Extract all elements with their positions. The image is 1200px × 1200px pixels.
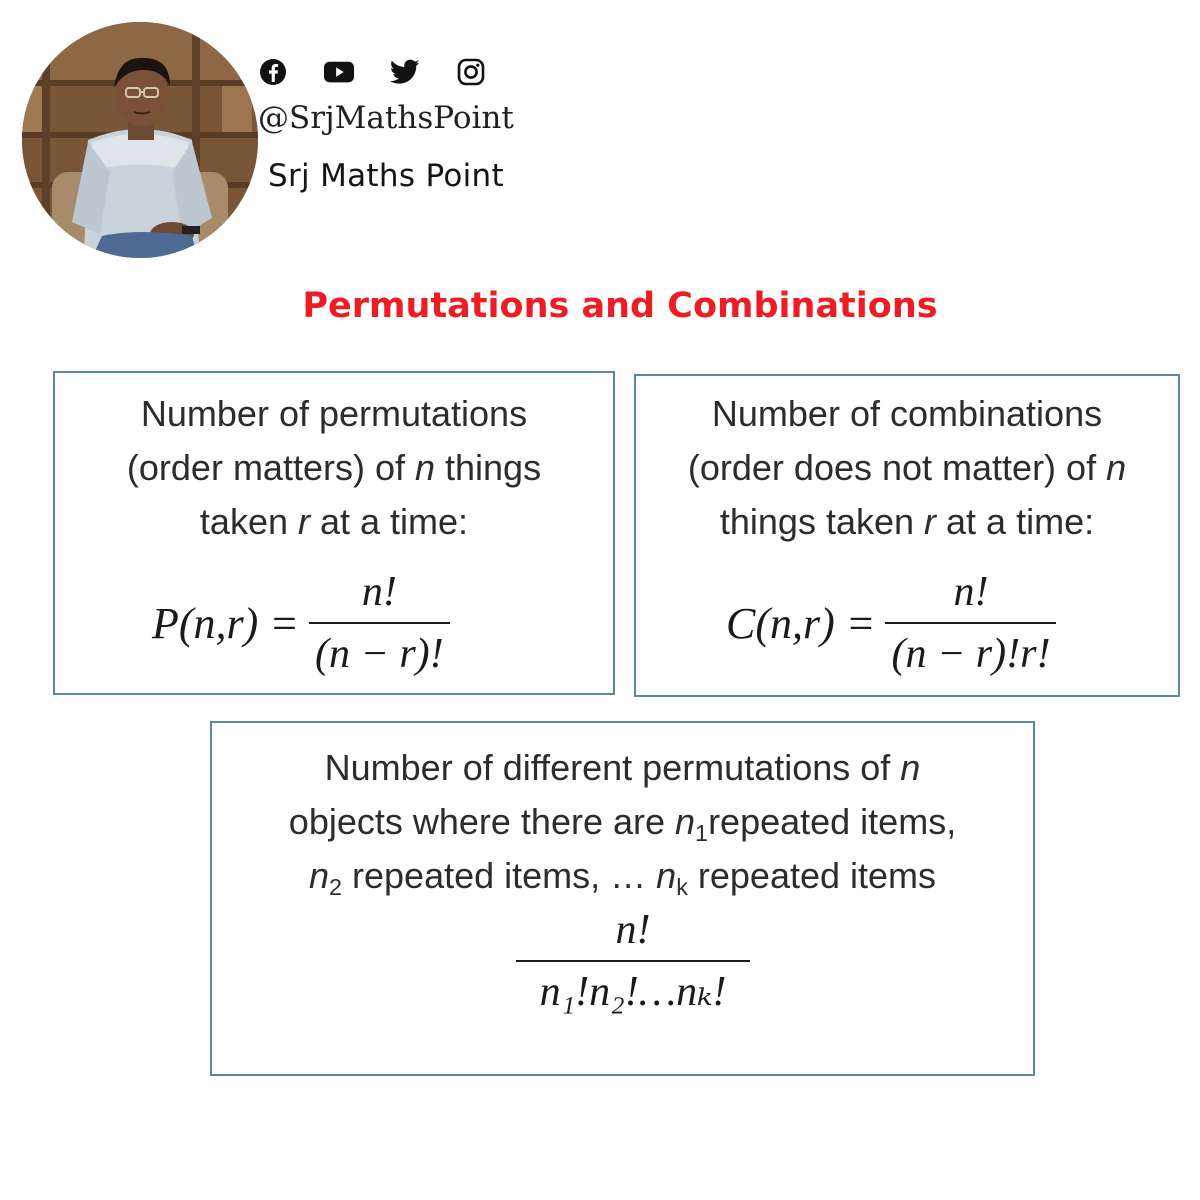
text-segment: repeated items, … bbox=[342, 855, 657, 896]
text-segment: Number of different permutations of bbox=[324, 747, 901, 788]
text-segment: at a time: bbox=[310, 501, 469, 542]
profile-photo bbox=[22, 22, 258, 258]
variable-n: n bbox=[656, 855, 677, 896]
instagram-icon[interactable] bbox=[456, 57, 486, 87]
combinations-line-2 bbox=[636, 441, 1178, 495]
permutations-line-1: Number of permutations bbox=[140, 393, 528, 434]
twitter-icon[interactable] bbox=[390, 57, 420, 87]
formula-numerator: n! bbox=[361, 569, 397, 615]
formula-denominator: n₁!n₂!…nₖ! bbox=[539, 969, 727, 1015]
variable-n: n bbox=[900, 747, 921, 788]
fraction-bar bbox=[309, 622, 450, 624]
variable-n: n bbox=[675, 801, 696, 842]
variable-n: n bbox=[308, 855, 329, 896]
formula-fraction bbox=[309, 566, 450, 680]
account-handle: @SrjMathsPoint bbox=[258, 100, 514, 136]
formula-denominator: (n − r)!r! bbox=[891, 631, 1051, 677]
page-title: Permutations and Combinations bbox=[302, 286, 938, 326]
permutation-formula bbox=[152, 566, 450, 680]
multiset-line-3 bbox=[212, 849, 1033, 903]
text-segment: repeated items bbox=[687, 855, 937, 896]
multiset-formula bbox=[516, 904, 750, 1018]
avatar bbox=[22, 22, 258, 258]
variable-n: n bbox=[414, 447, 436, 488]
youtube-icon[interactable] bbox=[324, 57, 354, 87]
formula-lhs: C(n,r) = bbox=[726, 598, 876, 648]
combinations-line-1: Number of combinations bbox=[711, 393, 1103, 434]
permutations-line-2 bbox=[55, 441, 613, 495]
formula-lhs: P(n,r) = bbox=[152, 598, 299, 648]
permutations-description bbox=[55, 387, 613, 549]
text-segment: (order does not matter) of bbox=[687, 447, 1107, 488]
multiset-permutations-box bbox=[210, 721, 1035, 1076]
subscript: k bbox=[676, 874, 688, 901]
text-segment: taken bbox=[199, 501, 298, 542]
multiset-line-2 bbox=[212, 795, 1033, 849]
subscript: 1 bbox=[695, 820, 709, 847]
text-segment: (order matters) of bbox=[126, 447, 415, 488]
text-segment: repeated items, bbox=[708, 801, 957, 842]
variable-n: n bbox=[1106, 447, 1127, 488]
combination-formula bbox=[726, 566, 1056, 680]
text-segment: at a time: bbox=[936, 501, 1095, 542]
variable-r: r bbox=[924, 501, 937, 542]
variable-r: r bbox=[298, 501, 310, 542]
formula-denominator: (n − r)! bbox=[315, 631, 444, 677]
text-segment: objects where there are bbox=[288, 801, 676, 842]
fraction-bar bbox=[516, 960, 750, 962]
social-icons-row bbox=[258, 56, 522, 88]
subscript: 2 bbox=[329, 874, 343, 901]
multiset-description bbox=[212, 741, 1033, 903]
multiset-line-1 bbox=[212, 741, 1033, 795]
formula-numerator: n! bbox=[615, 907, 651, 953]
formula-fraction bbox=[885, 566, 1056, 680]
combinations-line-3 bbox=[636, 495, 1178, 549]
fraction-bar bbox=[885, 622, 1056, 624]
facebook-icon[interactable] bbox=[258, 57, 288, 87]
formula-numerator: n! bbox=[953, 569, 989, 615]
permutations-line-3 bbox=[55, 495, 613, 549]
brand-name: Srj Maths Point bbox=[268, 158, 504, 194]
text-segment: things bbox=[435, 447, 542, 488]
formula-fraction bbox=[516, 904, 750, 1018]
combinations-description bbox=[636, 387, 1178, 549]
text-segment: things taken bbox=[719, 501, 925, 542]
